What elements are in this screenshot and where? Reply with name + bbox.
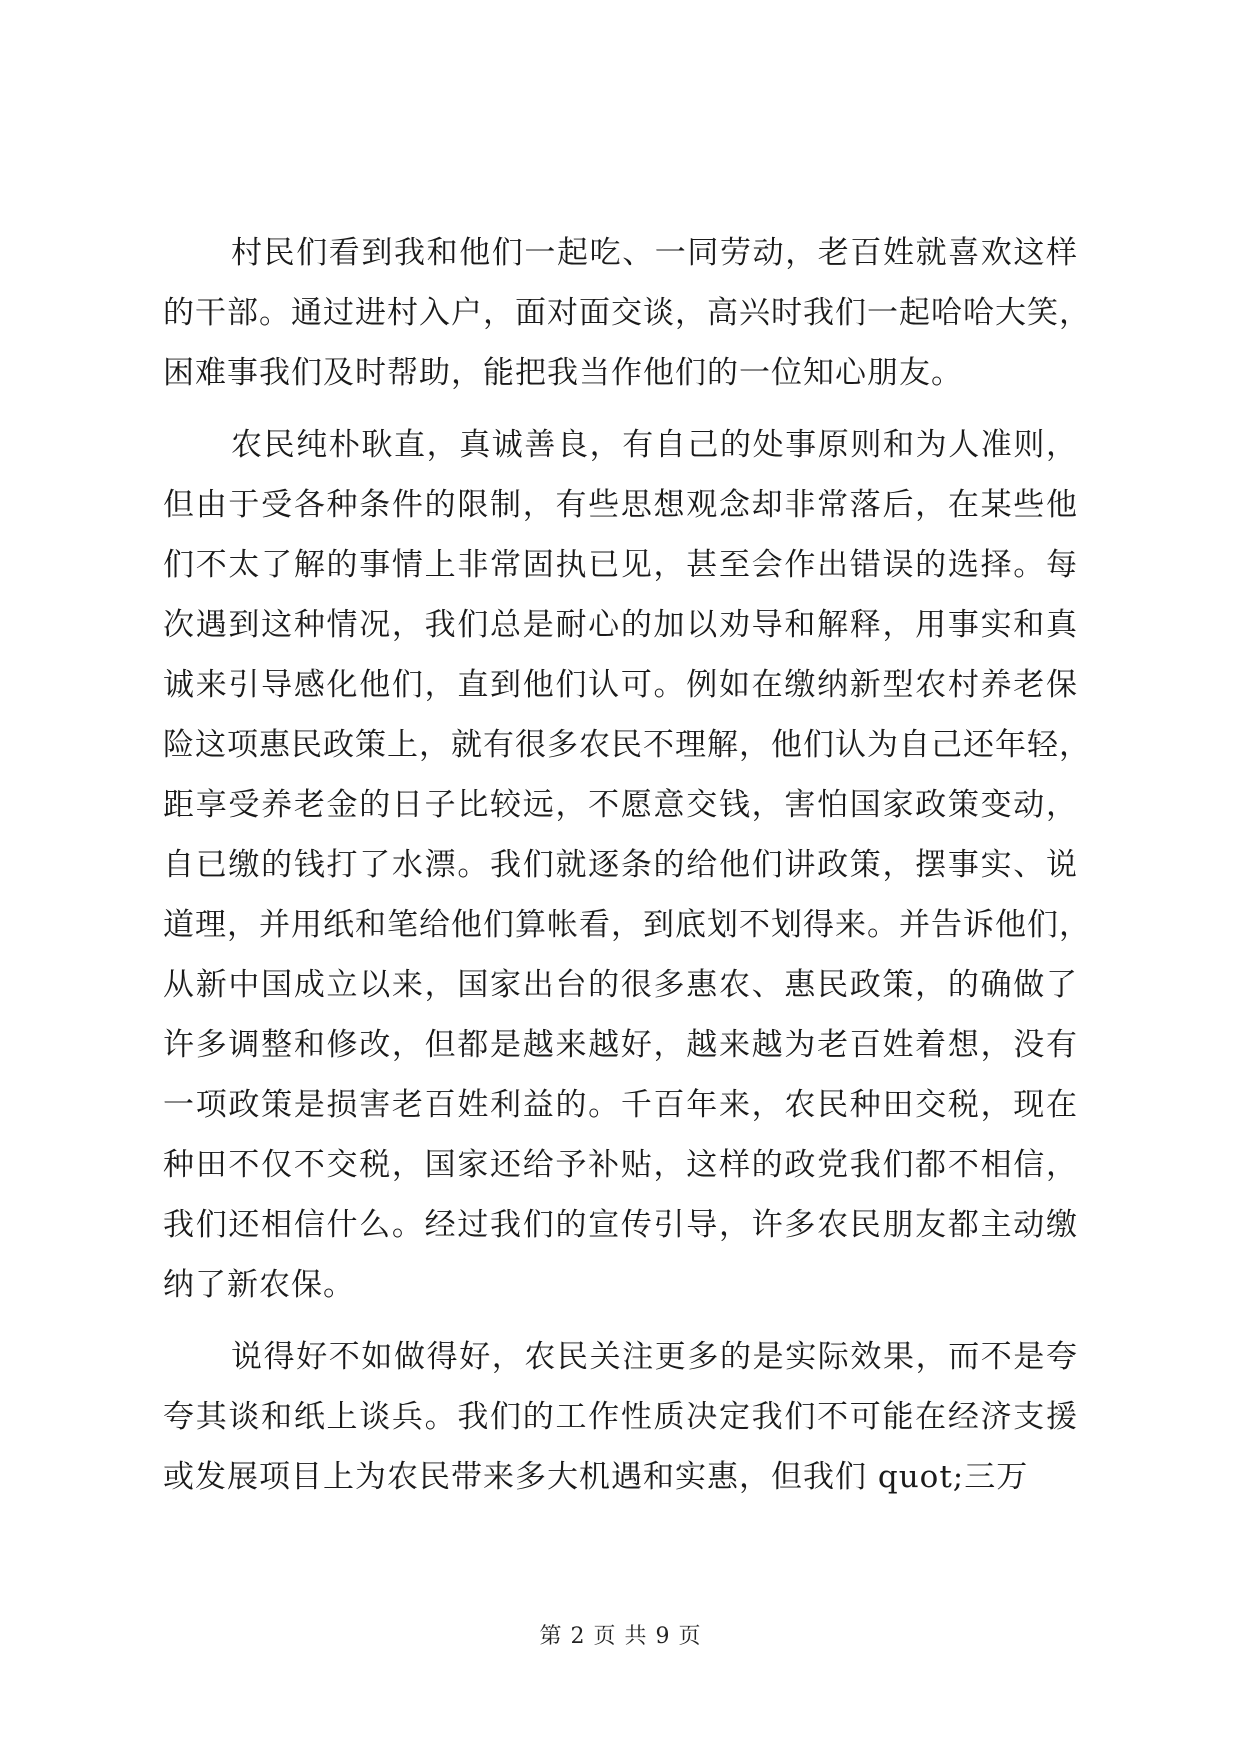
text-line: 我们还相信什么。经过我们的宣传引导，许多农民朋友都主动缴 <box>163 1207 1078 1243</box>
text-line: 说得好不如做得好，农民关注更多的是实际效果，而不是夸 <box>231 1339 1078 1375</box>
document-body <box>163 232 1091 1516</box>
text-line: 们不太了解的事情上非常固执已见，甚至会作出错误的选择。每 <box>163 547 1078 583</box>
text-line: 险这项惠民政策上，就有很多农民不理解，他们认为自己还年轻， <box>163 727 1091 763</box>
text-line: 农民纯朴耿直，真诚善良，有自己的处事原则和为人准则， <box>231 427 1078 463</box>
text-line: 困难事我们及时帮助，能把我当作他们的一位知心朋友。 <box>163 355 963 391</box>
text-line: 次遇到这种情况，我们总是耐心的加以劝导和解释，用事实和真 <box>163 607 1078 643</box>
text-line: 诚来引导感化他们，直到他们认可。例如在缴纳新型农村养老保 <box>163 667 1078 703</box>
text-line: 一项政策是损害老百姓利益的。千百年来，农民种田交税，现在 <box>163 1087 1078 1123</box>
text-line: 距享受养老金的日子比较远，不愿意交钱，害怕国家政策变动， <box>163 787 1078 823</box>
text-line: 的干部。通过进村入户，面对面交谈，高兴时我们一起哈哈大笑， <box>163 295 1091 331</box>
paragraph <box>163 424 1091 1324</box>
text-line: 或发展项目上为农民带来多大机遇和实惠，但我们 quot;三万 <box>163 1459 1029 1495</box>
text-line: 自已缴的钱打了水漂。我们就逐条的给他们讲政策，摆事实、说 <box>163 847 1078 883</box>
text-line: 从新中国成立以来，国家出台的很多惠农、惠民政策，的确做了 <box>163 967 1078 1003</box>
text-line: 纳了新农保。 <box>163 1267 355 1303</box>
paragraph <box>163 1336 1078 1516</box>
text-line: 种田不仅不交税，国家还给予补贴，这样的政党我们都不相信， <box>163 1147 1078 1183</box>
text-line: 道理，并用纸和笔给他们算帐看，到底划不划得来。并告诉他们， <box>163 907 1091 943</box>
page-footer: 第 2 页 共 9 页 <box>539 1624 702 1649</box>
text-line: 夸其谈和纸上谈兵。我们的工作性质决定我们不可能在经济支援 <box>163 1399 1078 1435</box>
paragraph <box>163 232 1091 412</box>
text-line: 村民们看到我和他们一起吃、一同劳动，老百姓就喜欢这样 <box>231 235 1078 271</box>
text-line: 许多调整和修改，但都是越来越好，越来越为老百姓着想，没有 <box>163 1027 1078 1063</box>
text-line: 但由于受各种条件的限制，有些思想观念却非常落后，在某些他 <box>163 487 1078 523</box>
